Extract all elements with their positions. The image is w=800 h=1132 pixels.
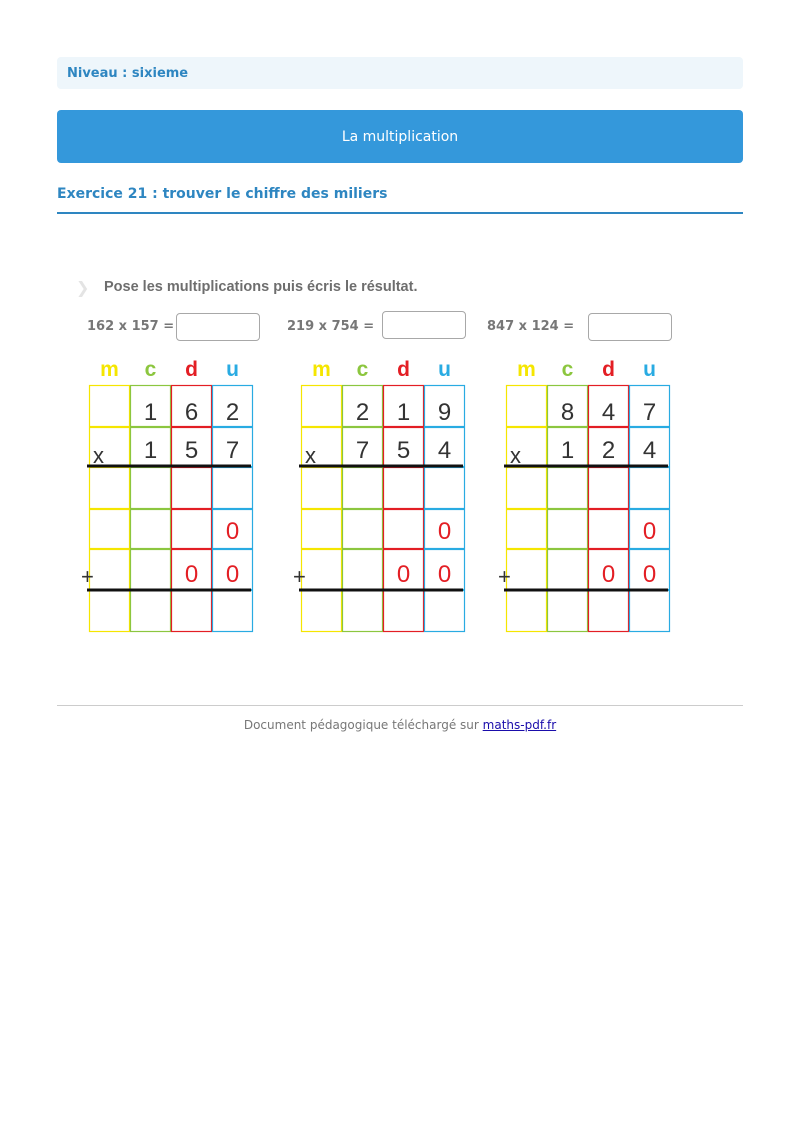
operation-label-3: 847 x 124 = xyxy=(487,319,575,334)
grid-cell xyxy=(630,468,670,509)
placeholder-zero: 0 xyxy=(396,561,411,588)
placeholder-zero: 0 xyxy=(225,561,240,588)
grid-cell xyxy=(213,468,253,509)
times-sign: x xyxy=(305,443,316,468)
grid-cell xyxy=(425,468,465,509)
grid-cell xyxy=(131,550,171,590)
grid-cell xyxy=(90,550,130,590)
bottom-digit: 4 xyxy=(642,437,657,464)
grid-cell xyxy=(630,591,670,632)
top-digit: 6 xyxy=(184,399,199,426)
grid-cell xyxy=(302,550,342,590)
plus-sign: + xyxy=(498,564,511,589)
placeholder-zero: 0 xyxy=(642,518,657,545)
footer-divider xyxy=(57,705,743,706)
footer xyxy=(57,718,743,732)
grid-cell xyxy=(172,468,212,509)
grid-cell xyxy=(90,591,130,632)
grid-cell xyxy=(343,591,383,632)
placeholder-zero: 0 xyxy=(437,518,452,545)
grid-cell xyxy=(384,510,424,549)
plus-sign: + xyxy=(293,564,306,589)
times-sign: x xyxy=(93,443,104,468)
grid-cell xyxy=(343,510,383,549)
grid-cell xyxy=(548,510,588,549)
times-sign: x xyxy=(510,443,521,468)
exercise-title: Exercice 21 : trouver le chiffre des miliers xyxy=(57,186,743,214)
column-header: m xyxy=(517,358,536,381)
bottom-digit: 1 xyxy=(560,437,575,464)
grid-cell xyxy=(384,591,424,632)
grid-cell xyxy=(548,591,588,632)
column-header: c xyxy=(144,358,157,381)
grid-cell xyxy=(131,510,171,549)
column-header: u xyxy=(226,358,239,381)
placeholder-zero: 0 xyxy=(601,561,616,588)
grid-cell xyxy=(172,591,212,632)
operation-label-2: 219 x 754 = xyxy=(287,319,375,334)
footer-link[interactable]: maths-pdf.fr xyxy=(482,718,557,732)
top-digit: 2 xyxy=(355,399,370,426)
column-header: m xyxy=(312,358,331,381)
column-header: d xyxy=(397,358,410,381)
top-digit: 9 xyxy=(437,399,452,426)
grid-cell xyxy=(213,591,253,632)
grid-cell xyxy=(589,591,629,632)
grid-cell xyxy=(548,468,588,509)
placeholder-zero: 0 xyxy=(437,561,452,588)
bottom-digit: 2 xyxy=(601,437,616,464)
column-header: u xyxy=(643,358,656,381)
grid-cell xyxy=(90,386,130,427)
bottom-digit: 7 xyxy=(355,437,370,464)
footer-text: Document pédagogique téléchargé sur xyxy=(243,718,479,732)
placeholder-zero: 0 xyxy=(642,561,657,588)
column-header: c xyxy=(561,358,574,381)
grid-cell xyxy=(507,550,547,590)
instruction-text: Pose les multiplications puis écris le résultat. xyxy=(104,279,418,295)
column-header: d xyxy=(602,358,615,381)
grid-cell xyxy=(90,468,130,509)
column-header: m xyxy=(100,358,119,381)
level-text: Niveau : sixieme xyxy=(67,65,189,81)
column-header: d xyxy=(185,358,198,381)
grid-cell xyxy=(302,386,342,427)
bottom-digit: 5 xyxy=(184,437,199,464)
top-digit: 1 xyxy=(143,399,158,426)
grid-cell xyxy=(384,468,424,509)
decoration-icon: ❯ xyxy=(76,278,90,297)
top-digit: 1 xyxy=(396,399,411,426)
grid-cell xyxy=(90,510,130,549)
column-header: c xyxy=(356,358,369,381)
top-digit: 2 xyxy=(225,399,240,426)
operation-label-1: 162 x 157 = xyxy=(87,319,175,334)
grid-cell xyxy=(131,591,171,632)
grid-cell xyxy=(343,468,383,509)
grid-cell xyxy=(589,468,629,509)
grid-cell xyxy=(548,550,588,590)
bottom-digit: 4 xyxy=(437,437,452,464)
grid-cell xyxy=(302,591,342,632)
page-title: La multiplication xyxy=(341,128,459,145)
bottom-digit: 5 xyxy=(396,437,411,464)
grid-cell xyxy=(507,386,547,427)
bottom-digit: 1 xyxy=(143,437,158,464)
bottom-digit: 7 xyxy=(225,437,240,464)
top-digit: 4 xyxy=(601,399,616,426)
top-digit: 8 xyxy=(560,399,575,426)
grid-cell xyxy=(343,550,383,590)
grid-cell xyxy=(425,591,465,632)
grid-cell xyxy=(302,510,342,549)
placeholder-zero: 0 xyxy=(184,561,199,588)
grid-cell xyxy=(131,468,171,509)
grid-cell xyxy=(507,468,547,509)
grid-cell xyxy=(589,510,629,549)
grid-cell xyxy=(302,468,342,509)
top-digit: 7 xyxy=(642,399,657,426)
grid-cell xyxy=(172,510,212,549)
grid-cell xyxy=(507,510,547,549)
column-header: u xyxy=(438,358,451,381)
placeholder-zero: 0 xyxy=(225,518,240,545)
grid-cell xyxy=(507,591,547,632)
plus-sign: + xyxy=(81,564,94,589)
